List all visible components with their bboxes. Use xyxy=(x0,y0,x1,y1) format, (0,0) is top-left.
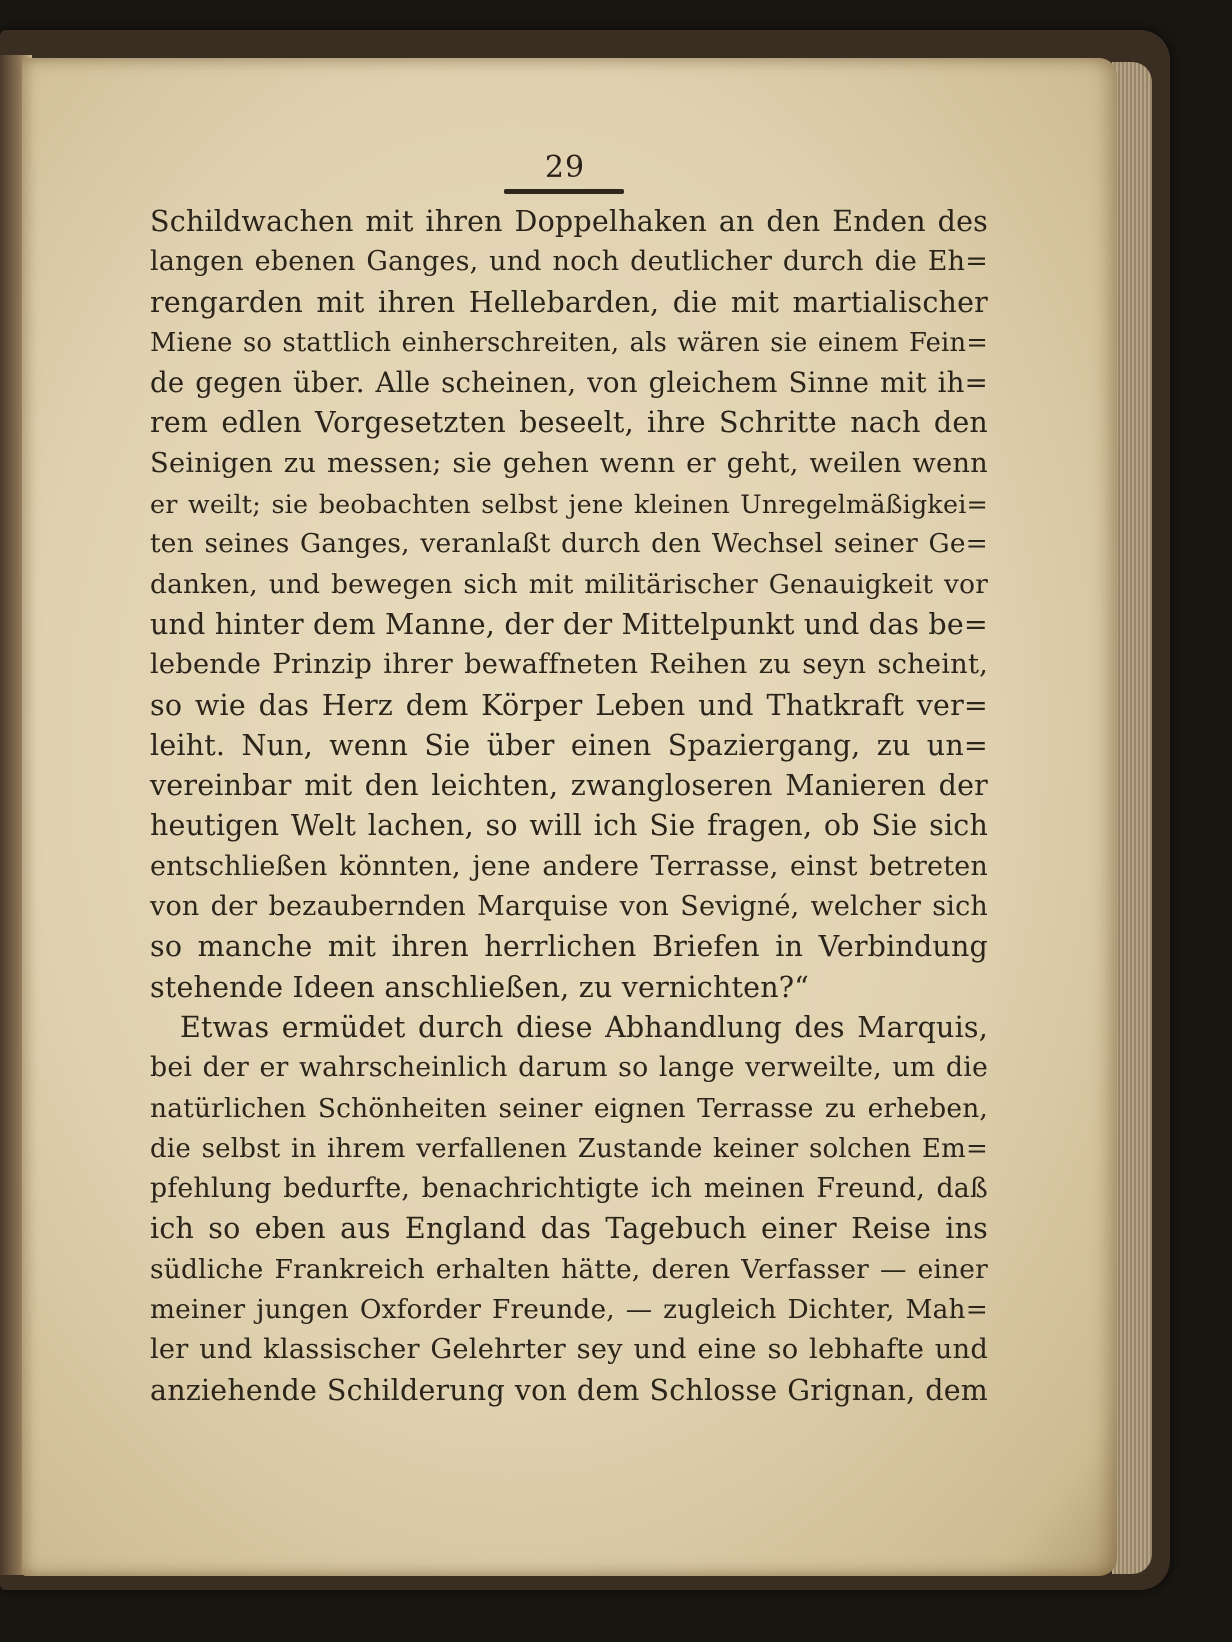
text-line: rem edlen Vorgesetzten beseelt, ihre Schritte nach den xyxy=(150,406,988,440)
text-line: Seinigen zu messen; sie gehen wenn er geht, weilen wenn xyxy=(150,447,988,479)
text-line: rengarden mit ihren Hellebarden, die mit martialischer xyxy=(150,285,988,319)
text-line: so wie das Herz dem Körper Leben und Thatkraft ver= xyxy=(150,688,988,722)
text-line: natürlichen Schönheiten seiner eignen Terrasse zu erheben, xyxy=(150,1092,988,1124)
text-line: südliche Frankreich erhalten hätte, deren Verfasser — einer xyxy=(150,1253,988,1285)
text-line: heutigen Welt lachen, so will ich Sie fragen, ob Sie sich xyxy=(150,809,988,843)
paragraph-start-line: Etwas ermüdet durch diese Abhandlung des Marquis, xyxy=(180,1010,988,1044)
text-line: ler und klassischer Gelehrter sey und eine so lebhafte und xyxy=(150,1334,988,1366)
text-line: lebende Prinzip ihrer bewaffneten Reihen zu seyn scheint, xyxy=(150,649,988,681)
text-line: danken, und bewegen sich mit militärischer Genauigkeit vor xyxy=(150,569,988,600)
text-line: pfehlung bedurfte, benachrichtigte ich meinen Freund, daß xyxy=(150,1173,988,1205)
text-line: und hinter dem Manne, der der Mittelpunkt und das be= xyxy=(150,607,988,641)
text-line: stehende Ideen anschließen, zu vernichten?“ xyxy=(150,970,810,1004)
text-line: bei der er wahrscheinlich darum so lange verweilte, um die xyxy=(150,1052,988,1084)
text-line: entschließen könnten, jene andere Terrasse, einst betreten xyxy=(150,850,988,882)
page-number: 29 xyxy=(544,150,586,185)
text-line: von der bezaubernden Marquise von Sevigné, welcher sich xyxy=(150,891,988,923)
text-line: ten seines Ganges, veranlaßt durch den Wechsel seiner Ge= xyxy=(150,528,988,560)
text-line: Schildwachen mit ihren Doppelhaken an den Enden des xyxy=(150,205,988,238)
text-line: leiht. Nun, wenn Sie über einen Spaziergang, zu un= xyxy=(150,728,988,762)
text-line: vereinbar mit den leichten, zwangloseren Manieren der xyxy=(150,769,988,803)
page-edges xyxy=(1112,62,1152,1574)
text-line: anziehende Schilderung von dem Schlosse Grignan, dem xyxy=(150,1373,988,1407)
text-line: meiner jungen Oxforder Freunde, — zugleich Dichter, Mah= xyxy=(150,1295,988,1326)
text-line: so manche mit ihren herrlichen Briefen in Verbindung xyxy=(150,930,988,964)
page-text xyxy=(150,202,988,1411)
text-line: langen ebenen Ganges, und noch deutlicher durch die Eh= xyxy=(150,246,988,278)
text-line: Miene so stattlich einherschreiten, als wären sie einem Fein= xyxy=(150,327,988,358)
text-line: die selbst in ihrem verfallenen Zustande keiner solchen Em= xyxy=(150,1133,988,1164)
text-line: er weilt; sie beobachten selbst jene kleinen Unregelmäßigkei= xyxy=(150,489,988,520)
page-number-rule xyxy=(504,189,624,194)
text-line: ich so eben aus England das Tagebuch einer Reise ins xyxy=(150,1212,988,1246)
text-line: de gegen über. Alle scheinen, von gleichem Sinne mit ih= xyxy=(150,366,988,400)
